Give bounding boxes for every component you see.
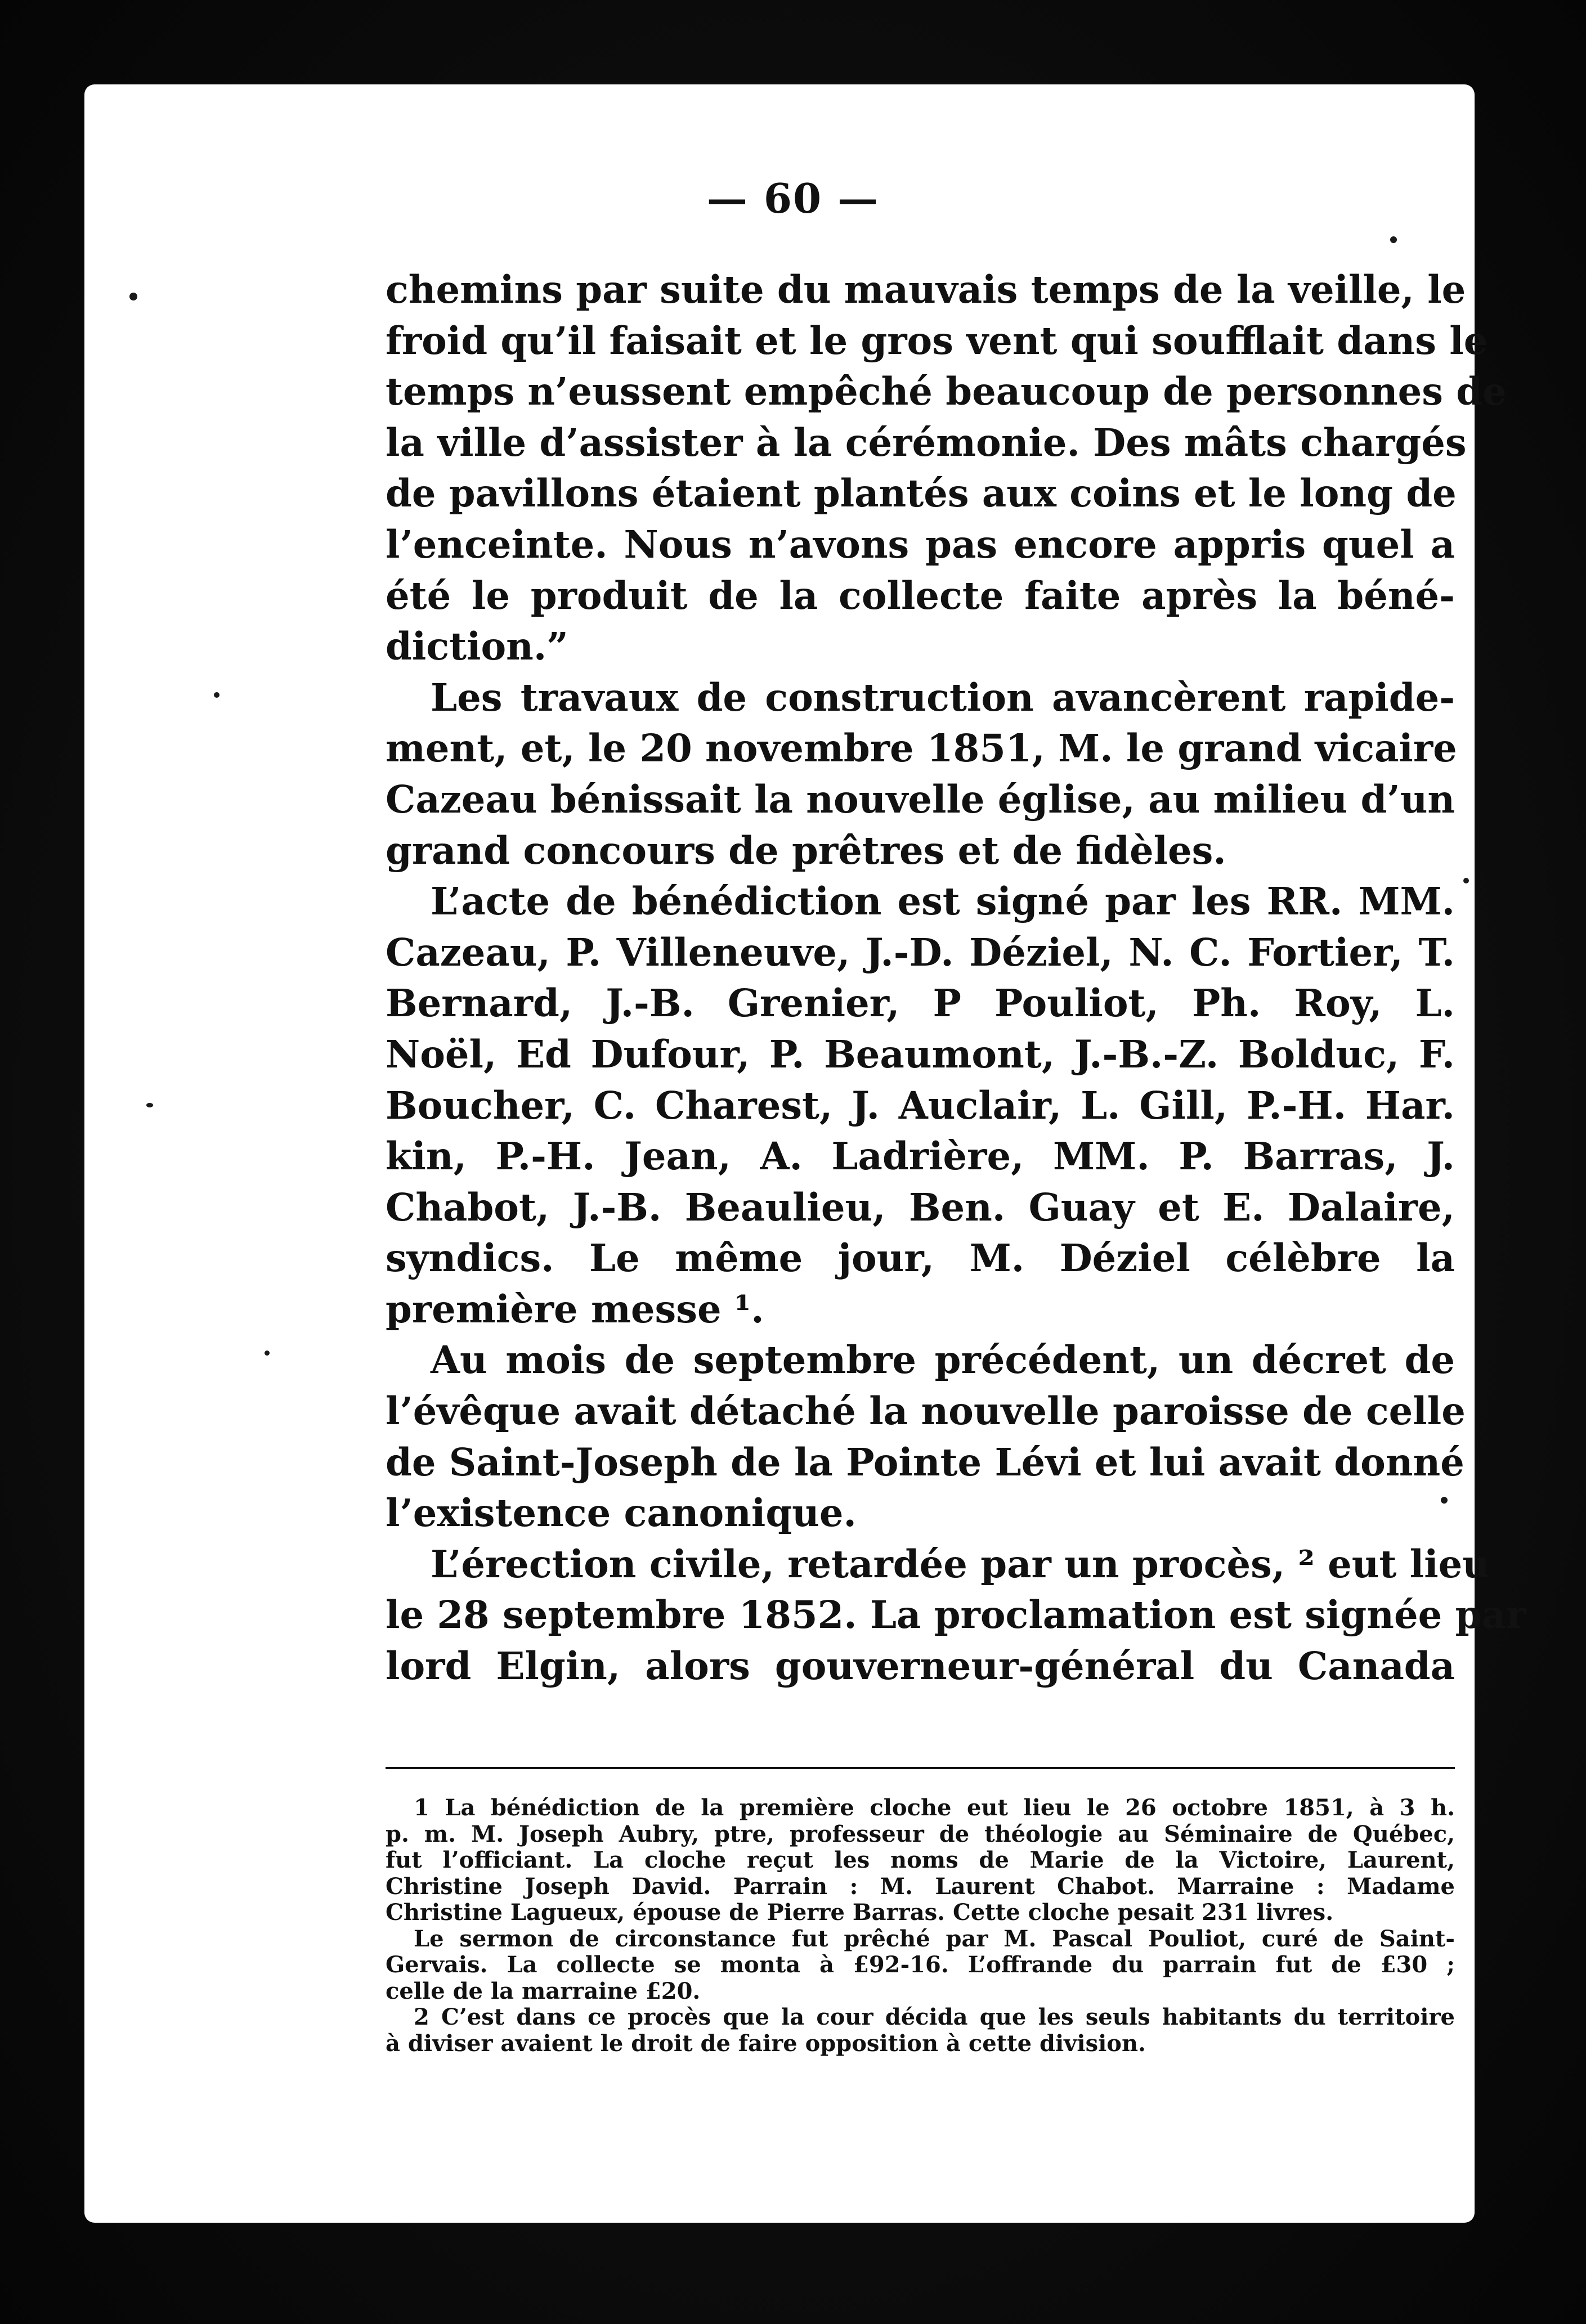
body-line: Les travaux de construction avancèrent rapide- (431, 675, 1455, 720)
body-line: L’acte de bénédiction est signé par les RR. MM. (431, 879, 1455, 924)
body-line: froid qu’il faisait et le gros vent qui soufflait dans le (386, 318, 1488, 363)
footnote-line: Christine Lagueux, épouse de Pierre Barras. Cette cloche pesait 231 livres. (386, 1899, 1334, 1926)
body-line: grand concours de prêtres et de fidèles. (386, 828, 1226, 873)
footnote-line: Gervais. La collecte se monta à £92-16. L’offrande du parrain fut de £30 ; (386, 1951, 1455, 1978)
body-text (386, 264, 1526, 1692)
scan-speck (1390, 236, 1397, 243)
body-line: kin, P.-H. Jean, A. Ladrière, MM. P. Barras, J. (386, 1134, 1455, 1179)
footnote-line: Le sermon de circonstance fut prêché par M. Pascal Pouliot, curé de Saint- (414, 1925, 1455, 1952)
footnote-line: celle de la marraine £20. (386, 1977, 701, 2004)
body-line: de pavillons étaient plantés aux coins et le long de (386, 471, 1457, 516)
scan-speck (146, 1103, 153, 1107)
scan-speck (265, 1351, 270, 1356)
body-line: Noël, Ed Dufour, P. Beaumont, J.-B.-Z. Bolduc, F. (386, 1031, 1455, 1076)
footnote-line: 1 La bénédiction de la première cloche eut lieu le 26 octobre 1851, à 3 h. (414, 1794, 1455, 1821)
page-number: — 60 — (706, 174, 880, 222)
body-line: l’évêque avait détaché la nouvelle paroisse de celle (386, 1389, 1466, 1434)
body-line: première messe ¹. (386, 1286, 764, 1331)
body-line: Cazeau, P. Villeneuve, J.-D. Déziel, N. C. Fortier, T. (386, 930, 1455, 975)
body-line: Chabot, J.-B. Beaulieu, Ben. Guay et E. Dalaire, (386, 1185, 1455, 1230)
body-line: de Saint-Joseph de la Pointe Lévi et lui avait donné (386, 1439, 1464, 1484)
body-line: L’érection civile, retardée par un procès, ² eut lieu (431, 1541, 1490, 1586)
body-line: la ville d’assister à la cérémonie. Des mâts chargés (386, 420, 1467, 465)
body-line: l’enceinte. Nous n’avons pas encore appris quel a (386, 522, 1455, 567)
body-line: temps n’eussent empêché beaucoup de personnes de (386, 369, 1507, 414)
body-line: le 28 septembre 1852. La proclamation est signée par (386, 1592, 1526, 1637)
body-line: Boucher, C. Charest, J. Auclair, L. Gill, P.-H. Har. (386, 1083, 1455, 1128)
body-line: ment, et, le 20 novembre 1851, M. le grand vicaire (386, 726, 1457, 771)
body-line: Bernard, J.-B. Grenier, P Pouliot, Ph. Roy, L. (386, 981, 1455, 1026)
scan-speck (214, 692, 219, 698)
footnote-line: 2 C’est dans ce procès que la cour décida que les seuls habitants du territoire (414, 2004, 1455, 2030)
body-line: chemins par suite du mauvais temps de la veille, le (386, 267, 1466, 312)
footnote-line: à diviser avaient le droit de faire opposition à cette division. (386, 2030, 1146, 2057)
body-line: été le produit de la collecte faite après la béné- (386, 573, 1455, 618)
footnote-line: Christine Joseph David. Parrain : M. Laurent Chabot. Marraine : Madame (386, 1873, 1455, 1900)
body-line: lord Elgin, alors gouverneur-général du Canada (386, 1644, 1455, 1689)
scan-speck (129, 293, 137, 300)
body-line: Cazeau bénissait la nouvelle église, au milieu d’un (386, 777, 1455, 822)
footnotes (386, 1795, 1455, 2057)
body-line: Au mois de septembre précédent, un décret de (431, 1338, 1455, 1383)
footnote-line: fut l’officiant. La cloche reçut les noms de Marie de la Victoire, Laurent, (386, 1847, 1455, 1873)
scan-speck (1463, 878, 1469, 883)
body-line: diction.” (386, 624, 568, 669)
body-line: syndics. Le même jour, M. Déziel célèbre la (386, 1236, 1455, 1281)
footnote-rule (386, 1767, 1455, 1769)
body-line: l’existence canonique. (386, 1491, 857, 1536)
footnote-line: p. m. M. Joseph Aubry, ptre, professeur de théologie au Séminaire de Québec, (386, 1820, 1455, 1847)
